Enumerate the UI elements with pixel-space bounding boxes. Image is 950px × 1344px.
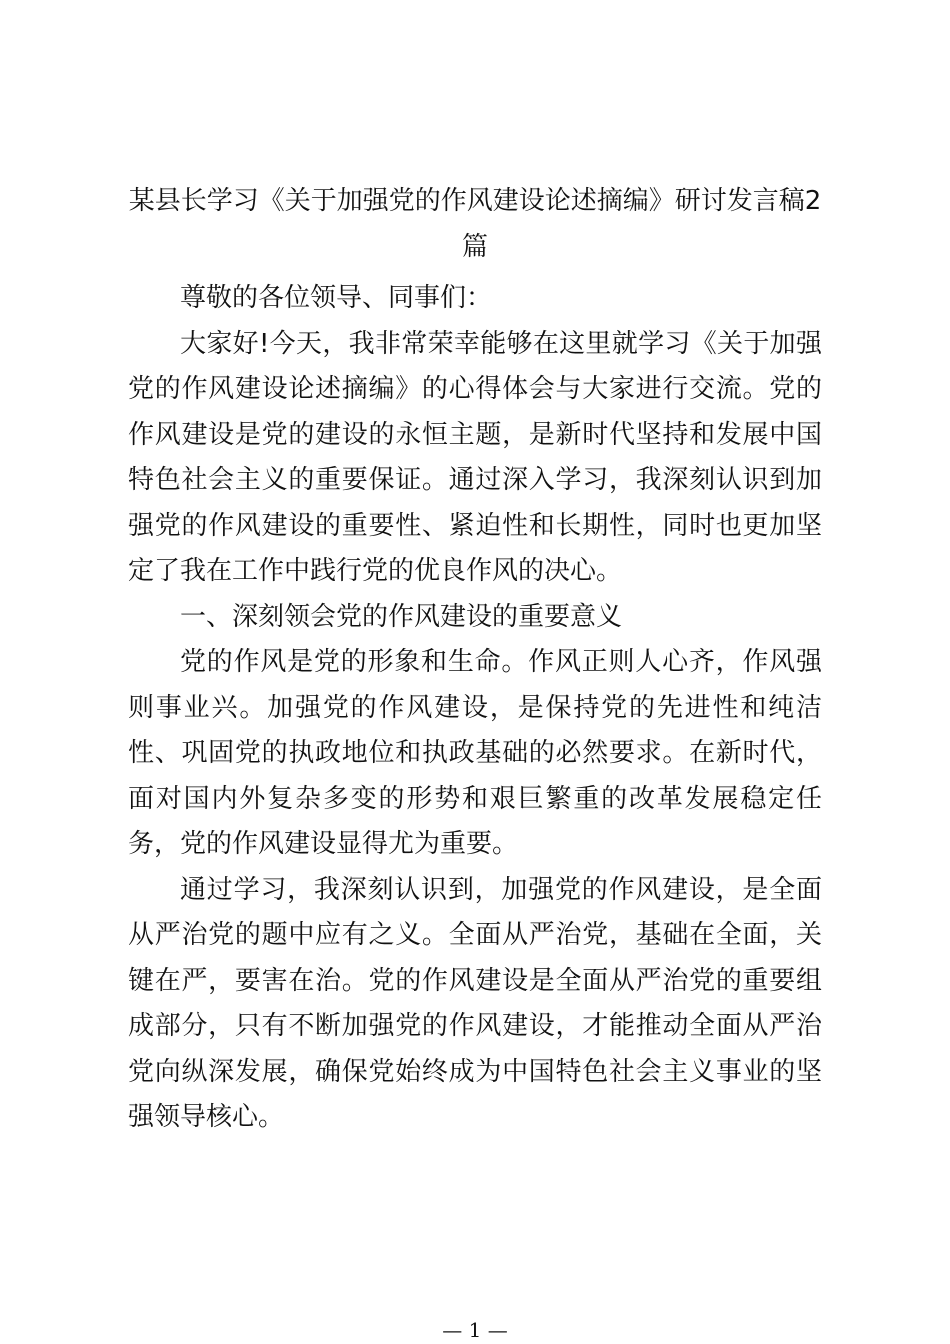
intro-paragraph: 大家好!今天，我非常荣幸能够在这里就学习《关于加强党的作风建设论述摘编》的心得体会与大家进行交流。党的作风建设是党的建设的永恒主题，是新时代坚持和发展中国特色社会主义的重要保证。通过深入学习，我深刻认识到加强党的作风建设的重要性、紧迫性和长期性，同时也更加坚定了我在工作中践行党的优良作风的决心。 xyxy=(128,328,822,586)
page-number: — 1 — xyxy=(442,1318,508,1342)
document-title: 某县长学习《关于加强党的作风建设论述摘编》研讨发言稿2篇 xyxy=(128,186,822,262)
body-paragraph: 通过学习，我深刻认识到，加强党的作风建设，是全面从严治党的题中应有之义。全面从严治党，基础在全面，关键在严，要害在治。党的作风建设是全面从严治党的重要组成部分，只有不断加强党的作风建设，才能推动全面从严治党向纵深发展，确保党始终成为中国特色社会主义事业的坚强领导核心。 xyxy=(128,874,822,1132)
salutation-paragraph: 尊敬的各位领导、同事们： xyxy=(180,283,493,313)
section-heading: 一、深刻领会党的作风建设的重要意义 xyxy=(180,601,623,632)
document-body xyxy=(128,276,822,1141)
body-paragraph: 党的作风是党的形象和生命。作风正则人心齐，作风强则事业兴。加强党的作风建设，是保持党的先进性和纯洁性、巩固党的执政地位和执政基础的必然要求。在新时代，面对国内外复杂多变的形势和艰巨繁重的改革发展稳定任务，党的作风建设显得尤为重要。 xyxy=(128,647,822,859)
